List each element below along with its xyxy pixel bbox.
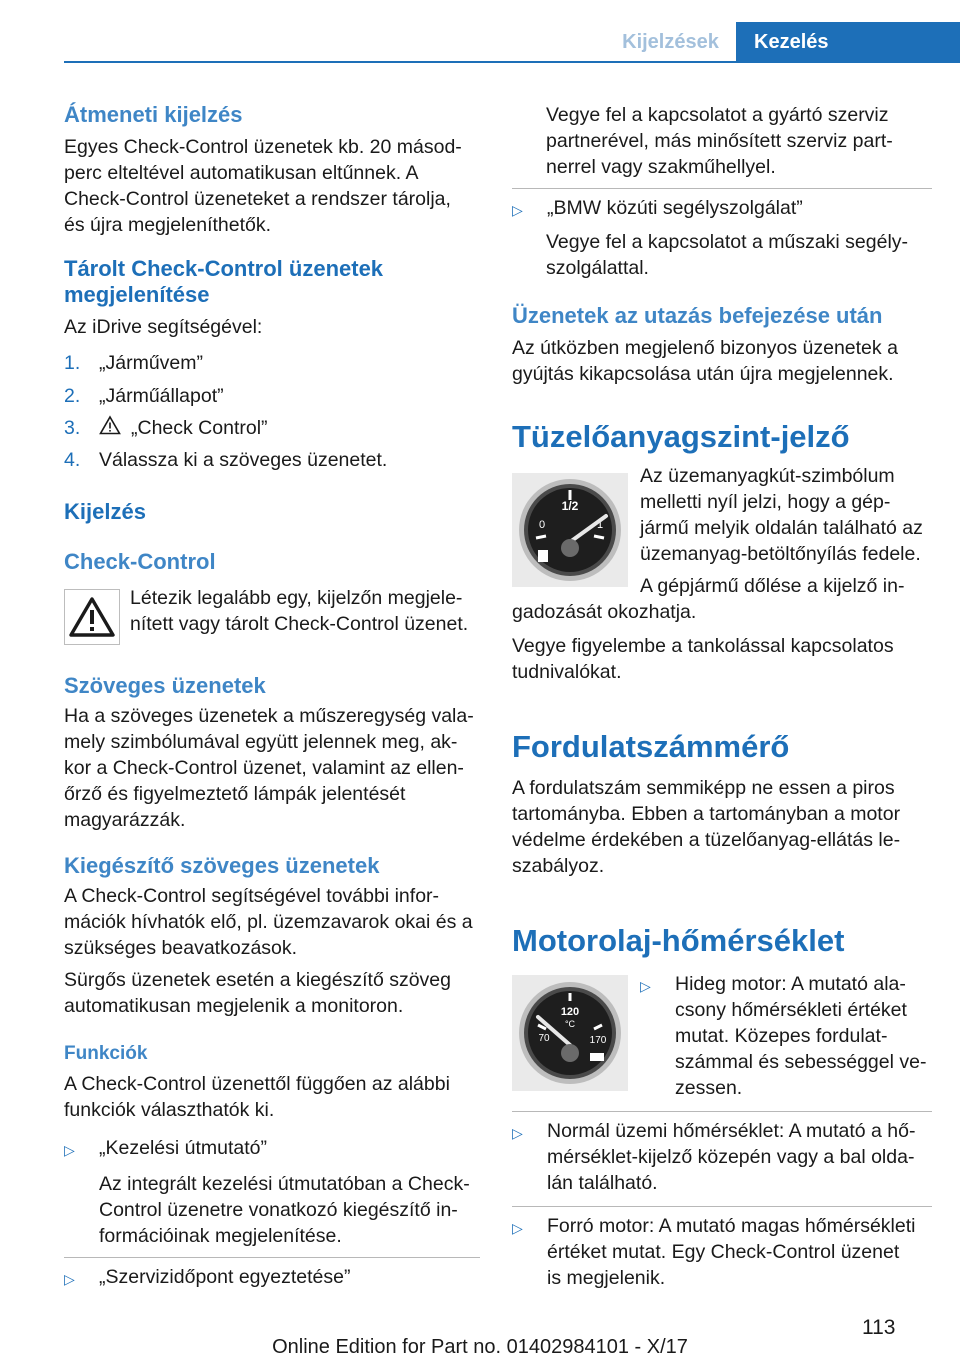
heading-kijelzes: Kijelzés (64, 499, 146, 524)
step-3 (64, 415, 480, 447)
bullet-arrow-icon: ▷ (512, 1125, 523, 1141)
text-letezik-1: Létezik legalább egy, kijelzőn megjele‐ (130, 587, 463, 609)
step-1 (64, 350, 480, 382)
text-bmw-2: szolgálattal. (546, 257, 649, 279)
heading-fordulat: Fordulatszámmérő (512, 729, 790, 764)
fuel-gauge-image (512, 473, 628, 587)
heading-szoveges: Szöveges üzenetek (64, 673, 266, 698)
bullet-text: „Kezelési útmutató” (99, 1137, 267, 1159)
text-szoveges-2: mely szimbólumával együtt jelennek meg, ak‐ (64, 731, 458, 753)
text-atmeneti-2: perc elteltével automatikusan eltűnnek. A (64, 162, 419, 184)
bullet-text: „Szervizidőpont egyeztetése” (99, 1266, 351, 1288)
step-number: 1. (64, 352, 81, 374)
oil-gauge-unit: °C (564, 1019, 576, 1029)
text-atmeneti-4: és újra megjeleníthetők. (64, 214, 272, 236)
divider (512, 1206, 932, 1207)
oil-gauge-mid: 120 (560, 1006, 580, 1018)
text-utkozben-1: Az útközben megjelenő bizonyos üzenetek a (512, 337, 898, 359)
bullet-hideg (640, 971, 926, 1101)
divider (512, 188, 932, 189)
text-fuel-3: jármű melyik oldalán található az (640, 517, 923, 539)
text-normal-2: mérséklet-kijelző közepén vagy a bal olda‐ (547, 1146, 915, 1168)
page-number: 113 (862, 1316, 896, 1339)
heading-check-control: Check-Control (64, 549, 216, 574)
step-text: „Check Control” (131, 417, 268, 439)
text-szoveges-5: magyarázzák. (64, 809, 186, 831)
text-surgos-2: automatikusan megjelenik a monitoron. (64, 995, 404, 1017)
text-figyelembe-1: Vegye figyelembe a tankolással kapcsolatos (512, 635, 894, 657)
step-number: 4. (64, 449, 81, 471)
bullet-arrow-icon: ▷ (64, 1271, 75, 1287)
bullet-forro (512, 1213, 932, 1291)
heading-uzenetek: Üzenetek az utazás befejezése után (512, 303, 883, 328)
step-text: Válassza ki a szöveges üzenetet. (99, 449, 388, 471)
warning-triangle-icon (64, 589, 120, 645)
text-fuel-2: melletti nyíl jelzi, hogy a gép‐ (640, 491, 891, 513)
divider (64, 1257, 480, 1258)
text-normal-1: Normál üzemi hőmérséklet: A mutató a hő‐ (547, 1120, 916, 1142)
text-szoveges-1: Ha a szöveges üzenetek a műszeregység vala‐ (64, 705, 474, 727)
text-letezik-2: nített vagy tárolt Check-Control üzenet. (130, 613, 469, 635)
text-figyelembe-2: tudnivalókat. (512, 661, 622, 683)
tab-kijelzesek[interactable]: Kijelzések (622, 30, 719, 53)
bullet-arrow-icon: ▷ (512, 1220, 523, 1236)
text-szoveges-4: őrző és figyelmeztető lámpák jelentését (64, 783, 406, 805)
heading-tarolt-1: Tárolt Check-Control üzenetek (64, 256, 384, 281)
text-fuel-6: gadozását okozhatja. (512, 601, 697, 623)
heading-funkciok: Funkciók (64, 1043, 148, 1064)
oil-gauge-low: 70 (538, 1033, 550, 1044)
divider (512, 1111, 932, 1112)
text-vegye-3: nerrel vagy szakműhellyel. (546, 156, 776, 178)
step-text: „Járműállapot” (99, 385, 224, 407)
text-szoveges-3: kor a Check-Control üzenet, valamint az ellen‐ (64, 757, 464, 779)
check-control-block (64, 585, 480, 645)
step-number: 2. (64, 385, 81, 407)
fuel-gauge-half: 1/2 (561, 499, 579, 513)
fuel-gauge-full: 1 (596, 519, 604, 531)
text-ford-1: A fordulatszám semmiképp ne essen a piros (512, 777, 895, 799)
heading-tarolt-2: megjelenítése (64, 282, 210, 307)
bullet-arrow-icon: ▷ (640, 978, 651, 994)
text-fuel-4: üzemanyag-betöltőnyílás fedele. (640, 543, 921, 565)
text-kieg-2: mációk hívhatók elő, pl. üzemzavarok okai és a (64, 911, 473, 933)
bullet-normal (512, 1118, 932, 1196)
step-number: 3. (64, 417, 81, 439)
text-hideg-1: Hideg motor: A mutató ala‐ (675, 973, 906, 995)
text-vegye-2: partnerével, más minősített szerviz part‐ (546, 130, 893, 152)
warning-small-icon (99, 415, 131, 447)
text-vegye-1: Vegye fel a kapcsolatot a gyártó szerviz (546, 104, 889, 126)
heading-tuzelo: Tüzelőanyagszint-jelző (512, 419, 850, 454)
fuel-gauge-zero: 0 (538, 519, 546, 531)
heading-atmeneti: Átmeneti kijelzés (64, 102, 243, 127)
text-fuel-5: A gépjármű dőlése a kijelző in‐ (640, 575, 905, 597)
fuel-block (512, 463, 932, 599)
text-idrive: Az iDrive segítségével: (64, 316, 263, 338)
text-forro-2: értéket mutat. Egy Check-Control üzenet (547, 1241, 900, 1263)
text-fuel-1: Az üzemanyagkút-szimbólum (640, 465, 895, 487)
text-utkozben-2: gyújtás kikapcsolása után újra megjelennek. (512, 363, 894, 385)
text-hideg-5: zessen. (675, 1077, 743, 1099)
heading-kiegeszito: Kiegészítő szöveges üzenetek (64, 853, 380, 878)
text-hideg-2: csony hőmérsékleti értéket (675, 999, 907, 1021)
text-ford-2: tartományba. Ebben a tartományban a motor (512, 803, 901, 825)
oil-temp-block (512, 971, 932, 1101)
text-atmeneti-1: Egyes Check-Control üzenetek kb. 20 másod‐ (64, 136, 462, 158)
text-normal-3: lán található. (547, 1172, 658, 1194)
oil-gauge-high: 170 (589, 1035, 607, 1046)
text-ford-3: védelme érdekében a tüzelőanyag-ellátás le‐ (512, 829, 901, 851)
bullet-arrow-icon: ▷ (64, 1142, 75, 1158)
tab-kezeles[interactable]: Kezelés (736, 22, 960, 62)
text-integralt-3: formációinak megjelenítése. (99, 1225, 342, 1247)
text-kieg-1: A Check-Control segítségével további infor‐ (64, 885, 440, 907)
text-hideg-3: mutat. Közepes fordulat‐ (675, 1025, 888, 1047)
bullet-text: „BMW közúti segélyszolgálat” (547, 197, 803, 219)
step-text: „Járművem” (99, 352, 204, 374)
text-integralt-2: Control üzenetre vonatkozó kiegészítő in‐ (99, 1199, 458, 1221)
text-kieg-3: szükséges beavatkozások. (64, 937, 298, 959)
text-hideg-4: számmal és sebességgel ve‐ (675, 1051, 927, 1073)
text-integralt-1: Az integrált kezelési útmutatóban a Check- (99, 1173, 470, 1195)
text-atmeneti-3: Check-Control üzeneteket a rendszer tárolja, (64, 188, 451, 210)
text-ford-4: szabályoz. (512, 855, 605, 877)
text-forro-3: is megjelenik. (547, 1267, 666, 1289)
step-4 (64, 447, 480, 479)
edition-footer: Online Edition for Part no. 01402984101 - X/17 (272, 1336, 688, 1358)
left-column (64, 100, 480, 1292)
bullet-kezelesi (64, 1135, 480, 1163)
bullet-szerviz (64, 1264, 480, 1292)
text-forro-1: Forró motor: A mutató magas hőmérsékleti (547, 1215, 916, 1237)
bullet-bmw (512, 195, 932, 223)
step-2 (64, 383, 480, 415)
right-column (512, 102, 932, 1291)
heading-motorolaj: Motorolaj-hőmérséklet (512, 923, 845, 958)
oil-temp-gauge-image (512, 975, 628, 1091)
text-funk-2: funkciók választhatók ki. (64, 1099, 275, 1121)
bullet-arrow-icon: ▷ (512, 202, 523, 218)
text-surgos-1: Sürgős üzenetek esetén a kiegészítő szöveg (64, 969, 451, 991)
text-funk-1: A Check-Control üzenettől függően az alábbi (64, 1073, 450, 1095)
text-bmw-1: Vegye fel a kapcsolatot a műszaki segély‐ (546, 231, 909, 253)
